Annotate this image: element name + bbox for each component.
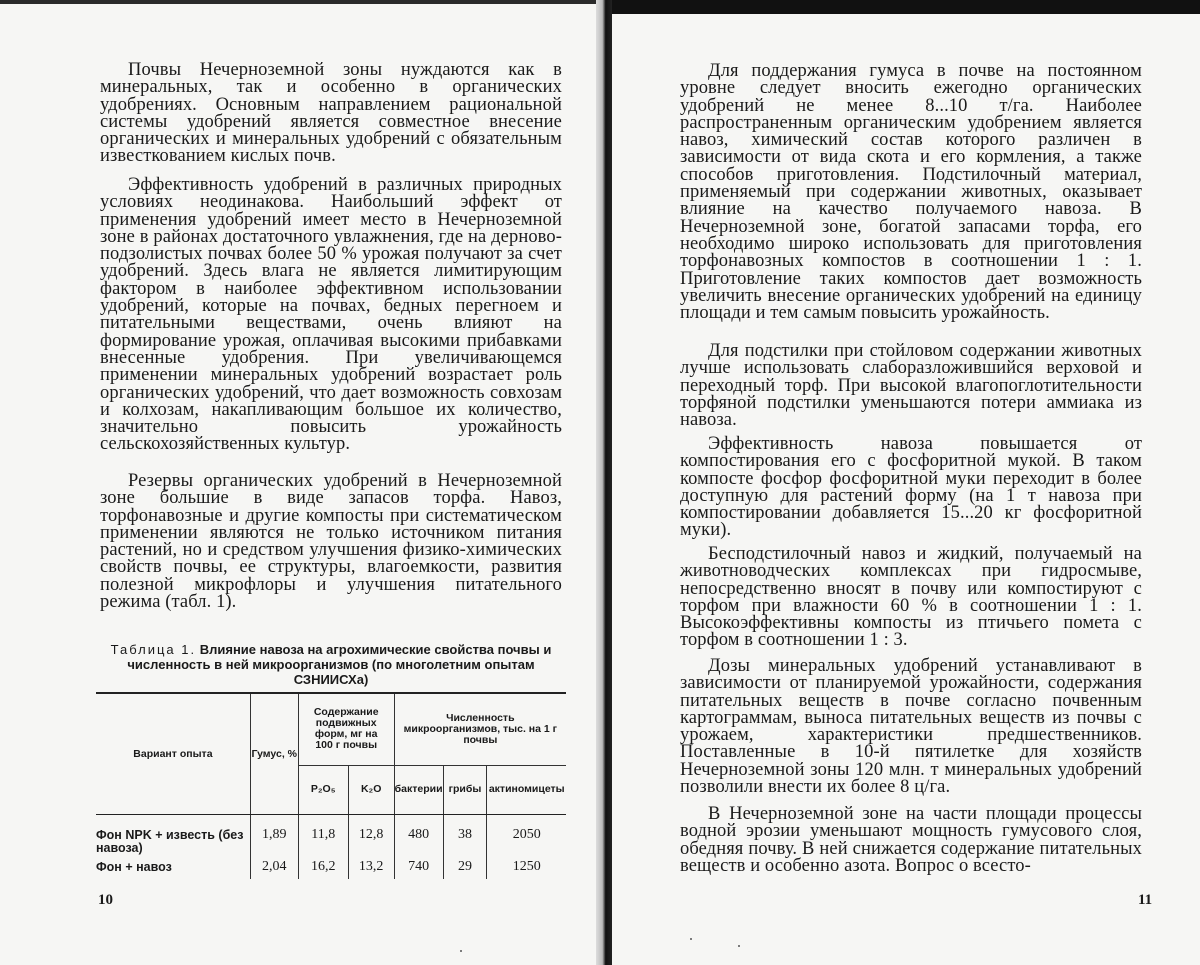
cell-k2o: 12,8: [348, 815, 394, 856]
cell-p2o5: 11,8: [298, 815, 348, 856]
scan-speck: [460, 950, 462, 952]
header-fungi: грибы: [443, 765, 487, 814]
right-paragraph-1: Для поддержания гумуса в почве на постоянном уровне следует вносить ежегодно органических удобрений не менее 8...10 т/га. Наиболее распространенным органическим удобрением является навоз, химический состав которого различен в зависимости от вида скота и его кормления, а также способов приготовления. Подстилочный материал, применяемый при содержании животных, оказывает влияние на качество получаемого навоза. В Нечерноземной зоне, богатой запасами торфа, его необходимо широко использовать для приготовления торфонавозных компостов в соотношении 1 : 1. Приготовление таких компостов дает возможность увеличить внесение органических удобрений на единицу площади и тем самым повысить урожайность.: [680, 61, 1142, 324]
top-edge: [0, 0, 600, 4]
cell-k2o: 13,2: [348, 855, 394, 879]
left-paragraph-2: Эффективность удобрений в различных природных условиях неодинакова. Наибольший эффект от применения удобрений имеет место в Нечерноземной зоне в районах достаточного увлажнения, где на дерново-подзолистых почвах более 50 % урожая получают за счет удобрений. Здесь влага не является лимитирующим фактором в наиболее эффективном использовании удобрений, которые на почвах, бедных перегноем и питательными веществами, очень влияют на формирование урожая, оплачивая высокими прибавками внесенные удобрения. При увеличивающемся применении минеральных удобрений возрастает роль органических удобрений, что дает возможность совхозам и колхозам, накапливающим большое их количество, значительно повысить урожайность сельскохозяйственных культур.: [100, 175, 562, 455]
cell-humus: 1,89: [250, 815, 298, 856]
data-table: [96, 692, 566, 879]
cell-humus: 2,04: [250, 855, 298, 879]
table-row: [96, 855, 566, 879]
page-top-shadow: [600, 0, 1200, 14]
left-paragraph-1: Почвы Нечерноземной зоны нуждаются как в минеральных, так и особенно в органических удобрениях. Основным направлением рациональной системы удобрений является совместное внесение органических и минеральных удобрений с обязательным известкованием кислых почв.: [100, 60, 562, 167]
left-page-number: 10: [98, 892, 113, 908]
cell-variant: Фон NPK + известь (без навоза): [96, 828, 244, 855]
right-paragraph-4: Бесподстилочный навоз и жидкий, получаемый на животноводческих комплексах при гидросмыве, непосредственно вносят в почву или компостируют с торфом при влажности 60 % в соотношении 1 : 1. Высокоэффективны компосты из птичьего помета с торфом в соотношении 1 : 3.: [680, 544, 1142, 651]
cell-actinomycetes: 2050: [487, 815, 566, 856]
right-paragraph-6: В Нечерноземной зоне на части площади процессы водной эрозии уменьшают мощность гумусового слоя, обедняя почву. В ней снижается содержание питательных веществ и особенно азота. Вопрос о всесто-: [680, 804, 1142, 876]
right-paragraph-3: Эффективность навоза повышается от компостирования его с фосфоритной мукой. В таком компосте фосфор фосфоритной муки переходит в более доступную для растений форму (на 1 т навоза при компостировании добавляется 15...20 кг фосфоритной муки).: [680, 434, 1142, 541]
cell-actinomycetes: 1250: [487, 855, 566, 879]
cell-bacteria: 480: [394, 815, 443, 856]
cell-bacteria: 740: [394, 855, 443, 879]
cell-fungi: 38: [443, 815, 487, 856]
header-variant: Вариант опыта: [96, 693, 250, 815]
cell-fungi: 29: [443, 855, 487, 879]
table-caption: [96, 642, 566, 687]
table-title: Влияние навоза на агрохимические свойства почвы и численность в ней микроорганизмов (по многолетним опытам СЗНИИСХа): [127, 642, 552, 687]
header-microorganisms: Численность микроорганизмов, тыс. на 1 г почвы: [394, 693, 566, 765]
right-paragraph-2: Для подстилки при стойловом содержании животных лучше использовать слаборазложившийся верховой и переходный торф. При высокой влагопоглотительности торфяной подстилки уменьшаются потери аммиака из навоза.: [680, 341, 1142, 431]
cell-variant: Фон + навоз: [96, 859, 172, 874]
header-p2o5: P₂O₅: [298, 765, 348, 814]
header-actinomycetes: актиномицеты: [487, 765, 566, 814]
scan-speck: [738, 945, 740, 947]
right-page-number: 11: [1138, 892, 1153, 908]
cell-p2o5: 16,2: [298, 855, 348, 879]
header-humus: Гумус, %: [250, 693, 298, 815]
left-paragraph-3: Резервы органических удобрений в Нечерноземной зоне большие в виде запасов торфа. Навоз, торфонавозные и другие компосты при систематическом применении являются не только источником питания растений, но и средством улучшения физико-химических свойств почвы, ее структуры, влагоемкости, развития полезной микрофлоры и улучшения питательного режима (табл. 1).: [100, 471, 562, 613]
scan-speck: [690, 938, 692, 940]
table-row: [96, 815, 566, 856]
book-spine: [596, 0, 612, 965]
header-bacteria: бактерии: [394, 765, 443, 814]
header-k2o: K₂O: [348, 765, 394, 814]
table-label: Таблица 1.: [110, 642, 197, 657]
header-mobile-forms: Содержание подвижных форм, мг на 100 г почвы: [298, 693, 394, 765]
right-paragraph-5: Дозы минеральных удобрений устанавливают в зависимости от планируемой урожайности, содержания питательных веществ в почве согласно почвенным картограммам, выноса питательных веществ из почвы с урожаем, характеристики предшественников. Поставленные в 10-й пятилетке для хозяйств Нечерноземной зоны 120 млн. т минеральных удобрений позволили внести их более 8 ц/га.: [680, 656, 1142, 798]
